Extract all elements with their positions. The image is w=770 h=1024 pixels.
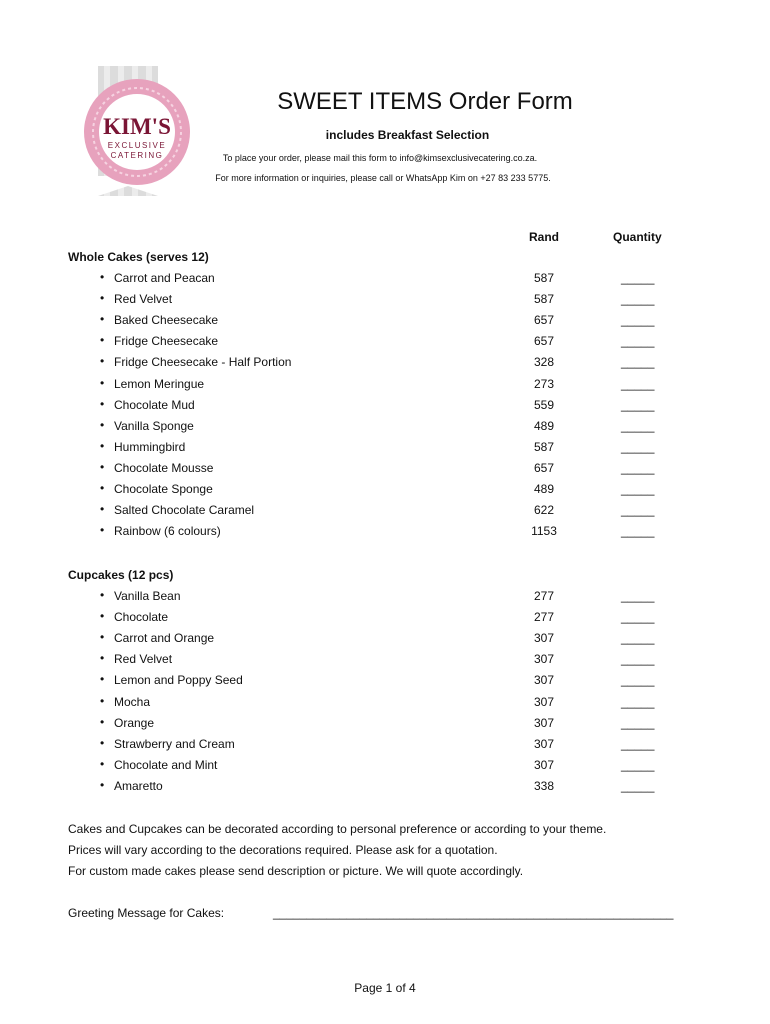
item-price: 622 [533, 503, 555, 518]
item-quantity-field[interactable]: _____ [621, 271, 655, 285]
item-row [0, 673, 770, 693]
item-quantity-field[interactable]: _____ [621, 673, 655, 688]
item-price: 587 [533, 271, 555, 285]
item-price: 307 [533, 715, 555, 730]
item-price: 277 [533, 610, 555, 625]
item-quantity-field[interactable]: _____ [621, 524, 655, 539]
bullet-icon: • [100, 291, 105, 306]
item-row [0, 377, 770, 397]
item-row [0, 355, 770, 375]
page-title: SWEET ITEMS Order Form [277, 88, 573, 115]
item-quantity-field[interactable]: _____ [621, 418, 655, 433]
contact-info: For more information or inquiries, please call or WhatsApp Kim on +27 83 233 5775. [215, 173, 551, 183]
item-row [0, 398, 770, 418]
item-name: Chocolate [114, 610, 169, 625]
item-name: Orange [114, 715, 155, 730]
item-name: Mocha [114, 694, 151, 709]
item-row [0, 737, 770, 757]
item-row [0, 631, 770, 651]
item-name: Hummingbird [114, 439, 186, 454]
bullet-icon: • [100, 523, 105, 538]
item-row [0, 716, 770, 736]
item-row [0, 779, 770, 799]
bullet-icon: • [100, 777, 105, 792]
bullet-icon: • [100, 756, 105, 771]
item-name: Baked Cheesecake [114, 313, 219, 328]
item-row [0, 610, 770, 630]
bullet-icon: • [100, 354, 105, 369]
column-header-quantity: Quantity [613, 230, 662, 244]
greeting-label: Greeting Message for Cakes: [68, 906, 225, 920]
item-row [0, 524, 770, 544]
item-name: Carrot and Peacan [114, 271, 215, 285]
item-price: 1153 [531, 524, 557, 539]
bullet-icon: • [100, 312, 105, 327]
item-quantity-field[interactable]: _____ [621, 631, 655, 646]
item-quantity-field[interactable]: _____ [621, 460, 655, 475]
item-price: 657 [533, 334, 555, 349]
item-quantity-field[interactable]: _____ [621, 715, 655, 730]
item-price: 277 [533, 589, 555, 603]
item-name: Chocolate Sponge [114, 482, 213, 496]
item-price: 559 [533, 397, 555, 412]
logo-main-text: KIM'S [103, 114, 171, 139]
item-row [0, 461, 770, 481]
column-header-rand: Rand [529, 230, 559, 244]
item-price: 657 [533, 460, 555, 475]
item-name: Amaretto [114, 778, 163, 793]
item-name: Chocolate and Mint [114, 757, 218, 772]
item-row [0, 652, 770, 672]
bullet-icon: • [100, 693, 105, 708]
order-instructions: To place your order, please mail this form to info@kimsexclusivecatering.co.za. [222, 153, 538, 163]
item-row [0, 440, 770, 460]
item-name: Salted Chocolate Caramel [114, 503, 255, 518]
note-decoration: Cakes and Cupcakes can be decorated according to personal preference or according to your theme. [68, 822, 607, 836]
item-quantity-field[interactable]: _____ [621, 397, 655, 412]
bullet-icon: • [100, 481, 105, 495]
item-quantity-field[interactable]: _____ [621, 778, 655, 793]
item-quantity-field[interactable]: _____ [621, 292, 655, 307]
section-title: Cupcakes (12 pcs) [68, 568, 174, 582]
item-name: Strawberry and Cream [114, 736, 235, 751]
item-name: Fridge Cheesecake [114, 334, 219, 349]
item-row [0, 313, 770, 333]
bullet-icon: • [100, 333, 105, 348]
item-price: 657 [533, 313, 555, 328]
item-row [0, 695, 770, 715]
item-quantity-field[interactable]: _____ [621, 313, 655, 328]
item-row [0, 334, 770, 354]
bullet-icon: • [100, 609, 105, 624]
note-custom: For custom made cakes please send description or picture. We will quote accordingly. [68, 864, 524, 878]
item-quantity-field[interactable]: _____ [621, 334, 655, 349]
item-name: Fridge Cheesecake - Half Portion [114, 355, 292, 370]
item-quantity-field[interactable]: _____ [621, 503, 655, 518]
item-price: 307 [533, 736, 555, 751]
item-row [0, 503, 770, 523]
greeting-input-line[interactable]: ____________________________________________________________ [273, 906, 674, 920]
item-quantity-field[interactable]: _____ [621, 610, 655, 625]
bullet-icon: • [100, 651, 105, 666]
item-name: Vanilla Bean [114, 589, 181, 603]
item-quantity-field[interactable]: _____ [621, 757, 655, 772]
note-prices: Prices will vary according to the decorations required. Please ask for a quotation. [68, 843, 498, 857]
item-name: Lemon and Poppy Seed [114, 673, 243, 688]
page-subtitle: includes Breakfast Selection [325, 128, 490, 142]
item-row [0, 419, 770, 439]
bullet-icon: • [100, 630, 105, 645]
item-price: 307 [533, 757, 555, 772]
item-name: Vanilla Sponge [114, 418, 194, 433]
bullet-icon: • [100, 459, 105, 474]
item-price: 587 [533, 292, 555, 307]
item-row [0, 482, 770, 502]
item-price: 489 [533, 418, 555, 433]
item-name: Chocolate Mousse [114, 460, 214, 475]
item-quantity-field[interactable]: _____ [621, 694, 655, 709]
item-quantity-field[interactable]: _____ [621, 482, 655, 496]
item-quantity-field[interactable]: _____ [621, 439, 655, 454]
item-row [0, 292, 770, 312]
item-quantity-field[interactable]: _____ [621, 652, 655, 667]
item-name: Red Velvet [114, 292, 173, 307]
item-quantity-field[interactable]: _____ [621, 589, 655, 603]
item-quantity-field[interactable]: _____ [621, 376, 655, 391]
bullet-icon: • [100, 714, 105, 729]
bullet-icon: • [100, 502, 105, 517]
item-name: Chocolate Mud [114, 397, 195, 412]
item-price: 587 [533, 439, 555, 454]
item-name: Red Velvet [114, 652, 173, 667]
bullet-icon: • [100, 396, 105, 411]
item-name: Rainbow (6 colours) [114, 524, 221, 539]
logo-sub-text-2: CATERING [110, 151, 164, 160]
item-row [0, 589, 770, 609]
item-price: 307 [533, 652, 555, 667]
bullet-icon: • [100, 588, 105, 602]
item-name: Carrot and Orange [114, 631, 215, 646]
item-price: 307 [533, 673, 555, 688]
item-price: 307 [533, 694, 555, 709]
bullet-icon: • [100, 270, 105, 284]
item-row [0, 271, 770, 291]
item-price: 328 [533, 355, 555, 370]
item-price: 273 [533, 376, 555, 391]
section-title: Whole Cakes (serves 12) [68, 250, 209, 264]
item-price: 307 [533, 631, 555, 646]
item-name: Lemon Meringue [114, 376, 205, 391]
item-price: 338 [533, 778, 555, 793]
item-quantity-field[interactable]: _____ [621, 736, 655, 751]
item-quantity-field[interactable]: _____ [621, 355, 655, 370]
bullet-icon: • [100, 672, 105, 687]
bullet-icon: • [100, 417, 105, 432]
item-price: 489 [533, 482, 555, 496]
bullet-icon: • [100, 438, 105, 453]
page-number: Page 1 of 4 [354, 981, 416, 995]
bullet-icon: • [100, 375, 105, 390]
logo-sub-text-1: EXCLUSIVE [107, 141, 167, 150]
bullet-icon: • [100, 735, 105, 750]
item-row [0, 758, 770, 778]
